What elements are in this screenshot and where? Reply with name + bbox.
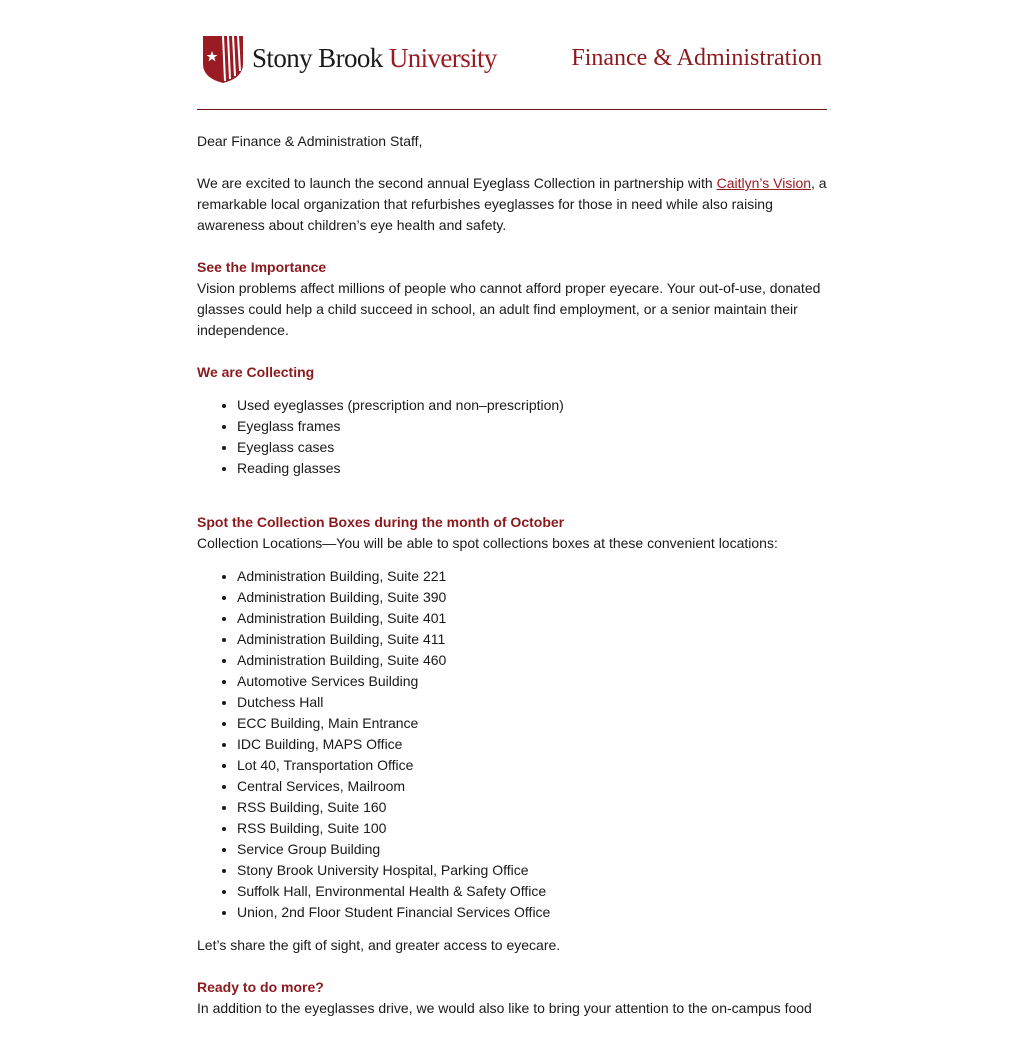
wordmark-stony-brook: Stony Brook bbox=[252, 42, 389, 73]
shield-star-icon bbox=[201, 34, 245, 84]
list-item: • RSS Building, Suite 160 bbox=[237, 797, 827, 818]
list-item: • Central Services, Mailroom bbox=[237, 776, 827, 797]
list-item: • Dutchess Hall bbox=[237, 692, 827, 713]
list-item: • Administration Building, Suite 460 bbox=[237, 650, 827, 671]
header-divider bbox=[197, 109, 827, 110]
collecting-heading: We are Collecting bbox=[197, 364, 315, 380]
list-item: • Used eyeglasses (prescription and non–prescription) bbox=[237, 395, 827, 416]
list-item: • Reading glasses bbox=[237, 458, 827, 479]
importance-heading: See the Importance bbox=[197, 259, 327, 275]
list-item: • Union, 2nd Floor Student Financial Services Office bbox=[237, 902, 827, 923]
list-item: • IDC Building, MAPS Office bbox=[237, 734, 827, 755]
list-item: • Eyeglass frames bbox=[237, 416, 827, 437]
list-item: • Suffolk Hall, Environmental Health & Safety Office bbox=[237, 881, 827, 902]
list-item: • Lot 40, Transportation Office bbox=[237, 755, 827, 776]
list-item: • Administration Building, Suite 221 bbox=[237, 566, 827, 587]
intro-text-cont: , a remarkable local organization that refurbishes eyeglasses for those in need while also raising awareness about children’s eye health and safety. bbox=[197, 175, 827, 233]
email-body bbox=[197, 110, 827, 1019]
intro-paragraph bbox=[197, 173, 827, 236]
list-item: • Automotive Services Building bbox=[237, 671, 827, 692]
university-wordmark bbox=[252, 42, 497, 73]
list-item: • Administration Building, Suite 390 bbox=[237, 587, 827, 608]
university-logo[interactable] bbox=[201, 34, 497, 84]
list-item: • Administration Building, Suite 401 bbox=[237, 608, 827, 629]
locations-heading: Spot the Collection Boxes during the month of October bbox=[197, 514, 565, 530]
closing-line: Let’s share the gift of sight, and greater access to eyecare. bbox=[197, 937, 561, 953]
email-header bbox=[197, 0, 827, 110]
intro-text: We are excited to launch the second annual Eyeglass Collection in partnership with bbox=[197, 175, 717, 191]
department-title: Finance & Administration bbox=[571, 45, 822, 71]
list-item: • Administration Building, Suite 411 bbox=[237, 629, 827, 650]
list-item: • Eyeglass cases bbox=[237, 437, 827, 458]
collecting-list bbox=[197, 395, 827, 479]
importance-paragraph: Vision problems affect millions of people who cannot afford proper eyecare. Your out-of-use, donated glasses could help a child succeed in school, an adult find employment, or a senior maintain their independence. bbox=[197, 280, 821, 338]
list-item: • Service Group Building bbox=[237, 839, 827, 860]
caitlyns-vision-link[interactable]: Caitlyn’s Vision bbox=[716, 175, 812, 191]
email-page bbox=[197, 0, 827, 1040]
locations-intro: Collection Locations—You will be able to spot collections boxes at these convenient locations: bbox=[197, 535, 778, 551]
more-heading: Ready to do more? bbox=[197, 979, 324, 995]
list-item: • ECC Building, Main Entrance bbox=[237, 713, 827, 734]
more-paragraph: In addition to the eyeglasses drive, we would also like to bring your attention to the on-campus food bbox=[197, 1000, 812, 1016]
list-item: • RSS Building, Suite 100 bbox=[237, 818, 827, 839]
list-item: • Stony Brook University Hospital, Parking Office bbox=[237, 860, 827, 881]
greeting: Dear Finance & Administration Staff, bbox=[197, 133, 423, 149]
locations-list bbox=[197, 566, 827, 923]
wordmark-university: University bbox=[388, 42, 497, 73]
